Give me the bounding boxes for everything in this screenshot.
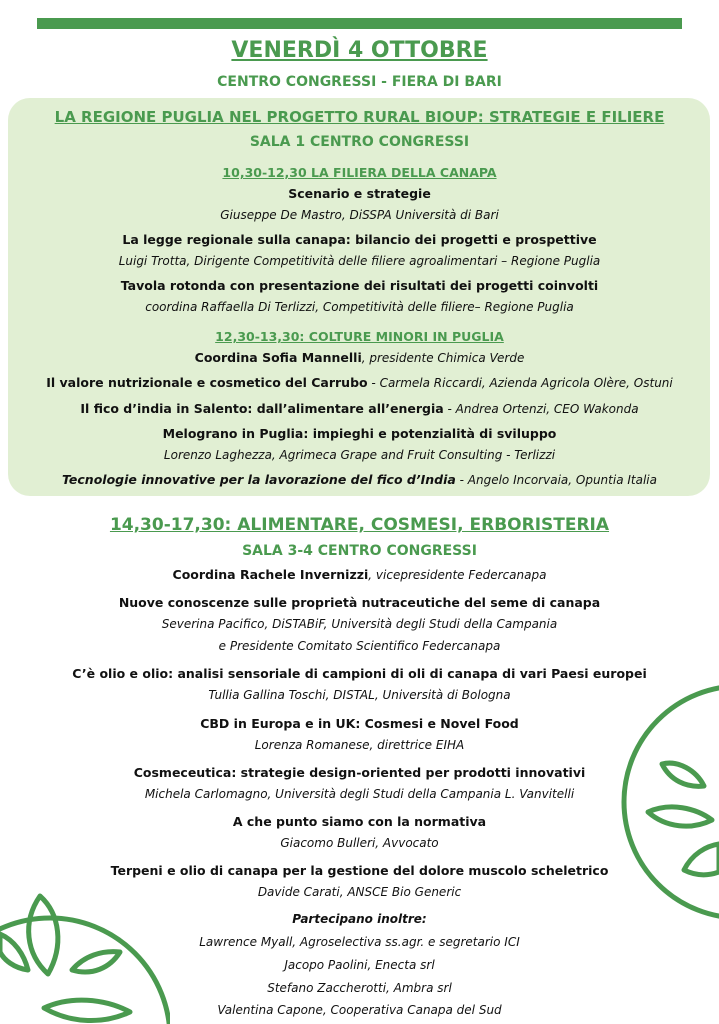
slot1-time: 10,30-12,30 LA FILIERA DELLA CANAPA — [222, 165, 497, 180]
also-participating-label: Partecipano inoltre: — [292, 912, 427, 926]
afternoon-talk5-speaker: Giacomo Bulleri, Avvocato — [280, 836, 439, 850]
afternoon-talk5-title: A che punto siamo con la normativa — [232, 814, 487, 829]
slot2-talk1: Il valore nutrizionale e cosmetico del Carrubo - Carmela Riccardi, Azienda Agricola Olère, Ostuni — [46, 375, 673, 390]
also-participant-2: Jacopo Paolini, Enecta srl — [284, 958, 435, 972]
slot2-time: 12,30-13,30: COLTURE MINORI IN PUGLIA — [215, 329, 504, 344]
afternoon-talk2-title: C’è olio e olio: analisi sensoriale di campioni di oli di canapa di vari Paesi europei — [72, 666, 647, 681]
leaf-circle-logo-left — [0, 868, 170, 1024]
afternoon-session-title: 14,30-17,30: ALIMENTARE, COSMESI, ERBORISTERIA — [109, 515, 610, 535]
slot2-talk3-title: Melograno in Puglia: impieghi e potenzialità di sviluppo — [162, 426, 557, 441]
slot1-talk2-speaker: Luigi Trotta, Dirigente Competitività delle filiere agroalimentari – Regione Puglia — [118, 254, 601, 268]
top-bar — [37, 18, 682, 29]
also-participant-4: Valentina Capone, Cooperativa Canapa del Sud — [217, 1003, 502, 1017]
afternoon-talk4-title: Cosmeceutica: strategie design-oriented per prodotti innovativi — [133, 765, 586, 780]
also-participant-1: Lawrence Myall, Agroselectiva ss.agr. e segretario ICI — [199, 935, 520, 949]
afternoon-talk1-title: Nuove conoscenze sulle proprietà nutraceutiche del seme di canapa — [118, 595, 601, 610]
slot2-talk4: Tecnologie innovative per la lavorazione del fico d’India - Angelo Incorvaia, Opuntia Italia — [62, 472, 657, 487]
morning-session-room: SALA 1 CENTRO CONGRESSI — [249, 134, 470, 150]
slot2-talk2: Il fico d’india in Salento: dall’alimentare all’energia - Andrea Ortenzi, CEO Wakonda — [80, 401, 639, 416]
slot1-talk1-title: Scenario e strategie — [288, 186, 431, 201]
afternoon-talk1-speaker-line2: e Presidente Comitato Scientifico Federcanapa — [218, 639, 501, 653]
slot1-talk3-speaker: coordina Raffaella Di Terlizzi, Competitività delle filiere– Regione Puglia — [145, 300, 574, 314]
afternoon-talk2-speaker: Tullia Gallina Toschi, DISTAL, Università di Bologna — [208, 688, 511, 702]
event-date: VENERDÌ 4 OTTOBRE — [231, 38, 488, 63]
slot1-talk3-title: Tavola rotonda con presentazione dei risultati dei progetti coinvolti — [120, 278, 599, 293]
leaf-circle-logo-right — [600, 682, 719, 922]
event-venue: CENTRO CONGRESSI - FIERA DI BARI — [217, 74, 502, 90]
afternoon-talk3-title: CBD in Europa e in UK: Cosmesi e Novel Food — [200, 716, 519, 731]
slot1-talk1-speaker: Giuseppe De Mastro, DiSSPA Università di Bari — [220, 208, 499, 222]
afternoon-session-room: SALA 3-4 CENTRO CONGRESSI — [242, 543, 477, 559]
afternoon-talk4-speaker: Michela Carlomagno, Università degli Studi della Campania L. Vanvitelli — [144, 787, 575, 801]
afternoon-talk6-title: Terpeni e olio di canapa per la gestione del dolore muscolo scheletrico — [110, 863, 609, 878]
afternoon-talk1-speaker-line1: Severina Pacifico, DiSTABiF, Università degli Studi della Campania — [161, 617, 558, 631]
afternoon-talk3-speaker: Lorenza Romanese, direttrice EIHA — [254, 738, 465, 752]
afternoon-talk6-speaker: Davide Carati, ANSCE Bio Generic — [257, 885, 462, 899]
morning-session-title: LA REGIONE PUGLIA NEL PROGETTO RURAL BIOUP: STRATEGIE E FILIERE — [54, 108, 665, 126]
also-participant-3: Stefano Zaccherotti, Ambra srl — [267, 981, 452, 995]
slot2-talk3-speaker: Lorenzo Laghezza, Agrimeca Grape and Fruit Consulting - Terlizzi — [163, 448, 556, 462]
afternoon-chair: Coordina Rachele Invernizzi, vicepresidente Federcanapa — [172, 567, 547, 582]
slot2-chair: Coordina Sofia Mannelli, presidente Chimica Verde — [194, 350, 525, 365]
slot1-talk2-title: La legge regionale sulla canapa: bilancio dei progetti e prospettive — [122, 232, 597, 247]
